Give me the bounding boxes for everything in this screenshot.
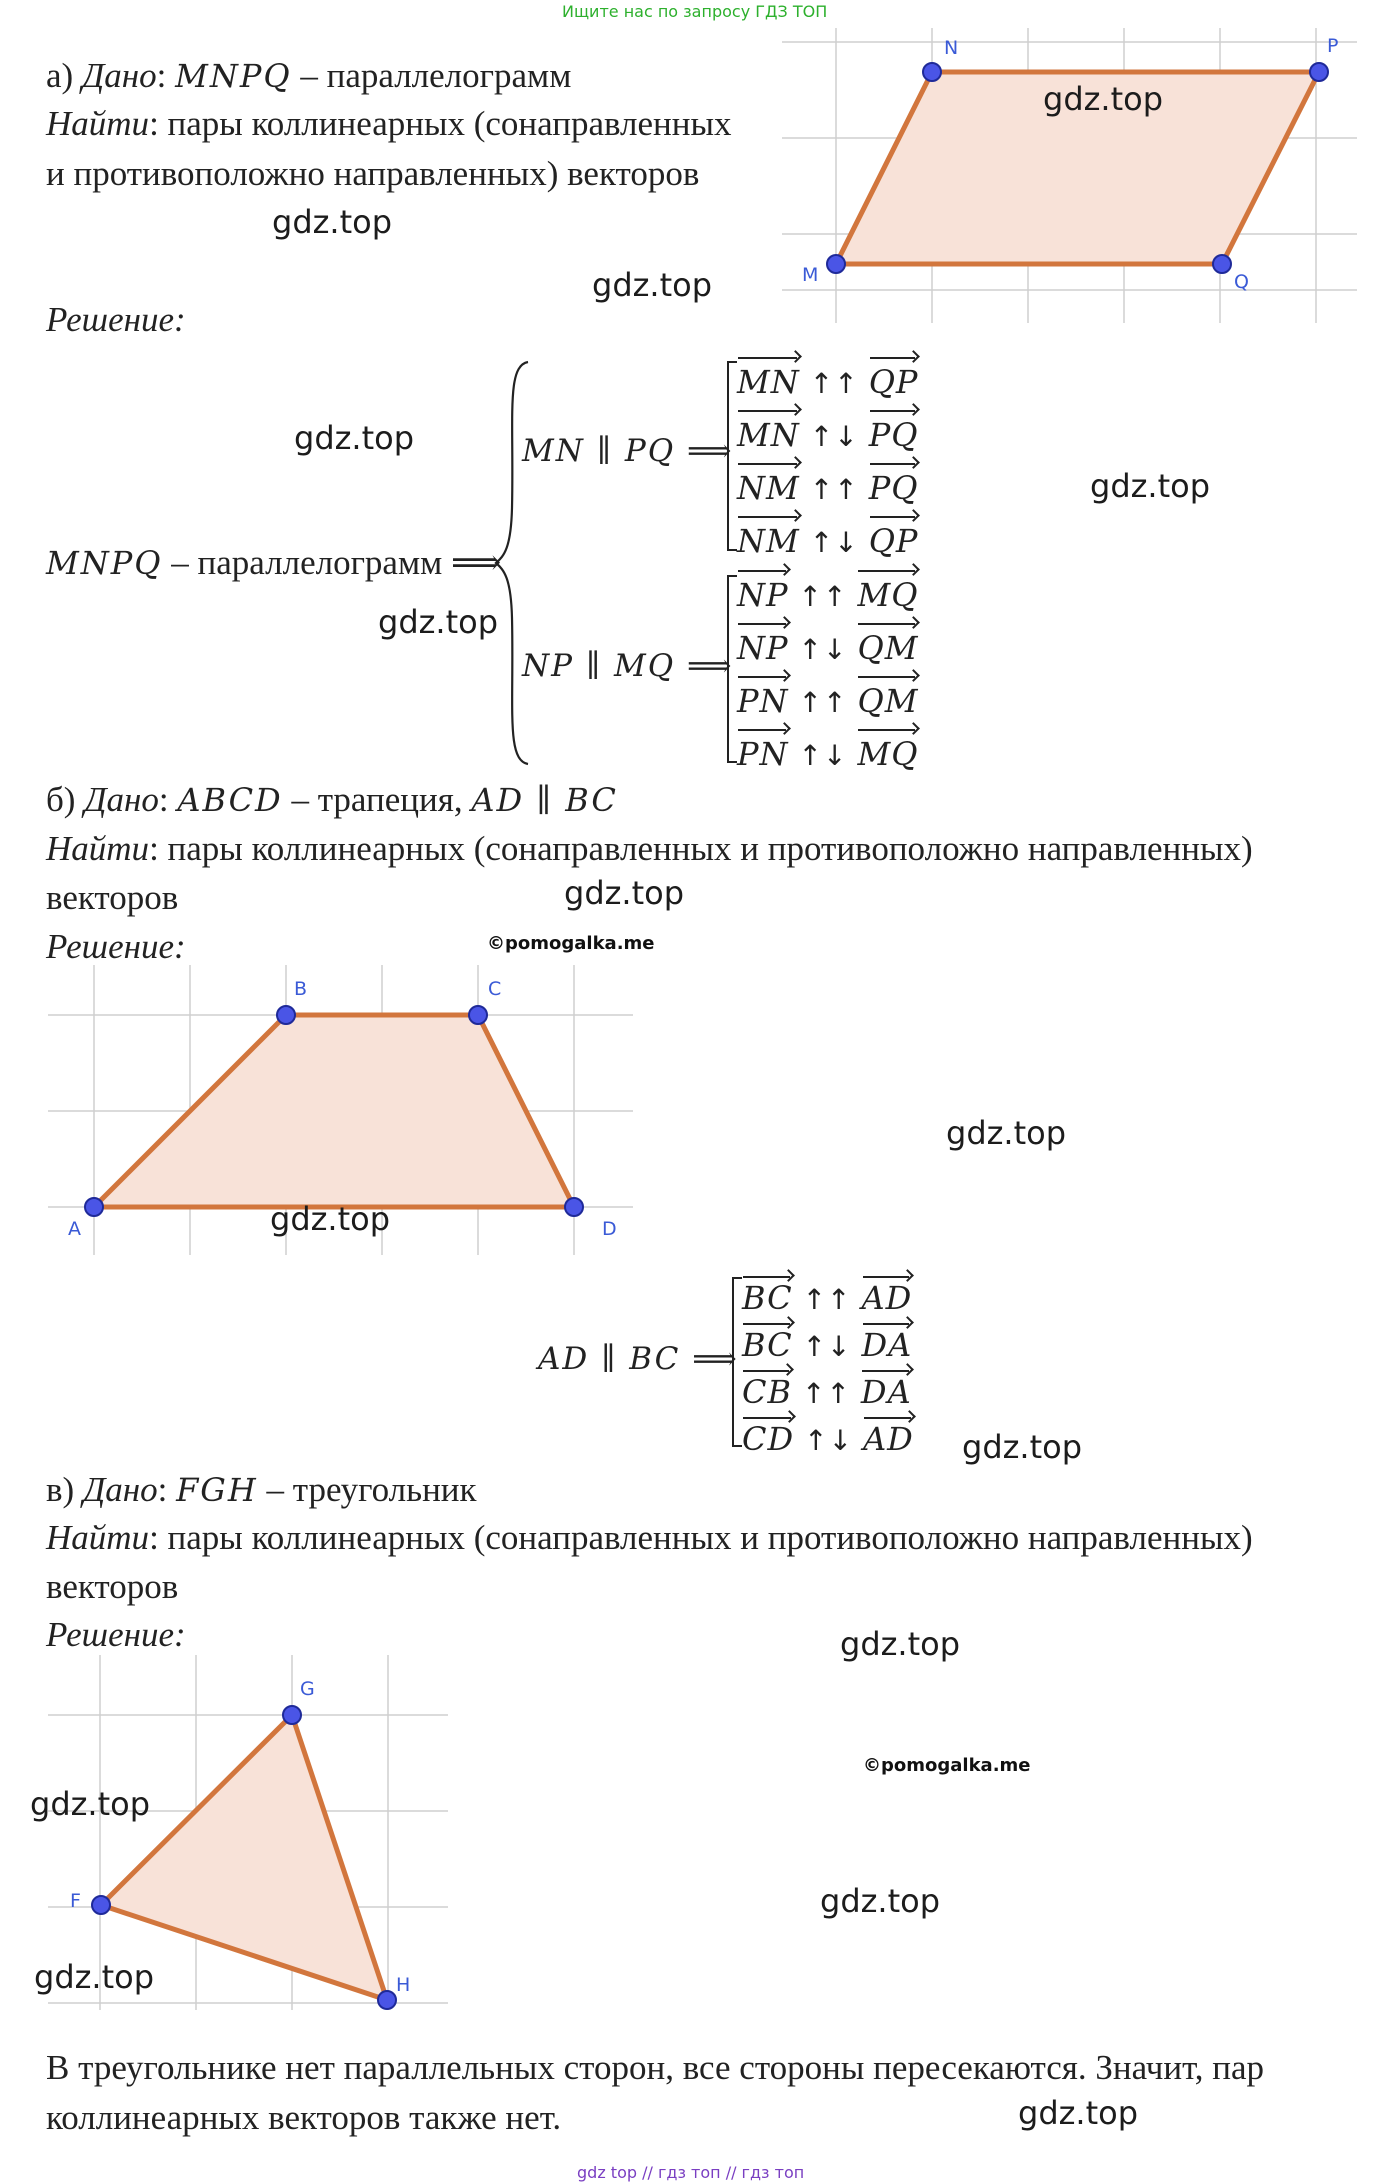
part-c-find-line2: векторов — [46, 1567, 179, 1606]
point-h — [378, 1991, 396, 2009]
point-b — [277, 1006, 295, 1024]
watermark-gdz: gdz.top — [564, 874, 685, 912]
relation-row: MN ↑↓ PQ — [737, 405, 918, 458]
label-b: B — [294, 978, 308, 1000]
label-a: A — [68, 1218, 81, 1240]
footer-links[interactable]: gdz top // гдз топ // гдз топ — [577, 2163, 805, 2182]
cond-mn-pq: MN ∥ PQ ⟹ — [522, 433, 734, 469]
label-f: F — [70, 1890, 81, 1912]
point-d — [565, 1198, 583, 1216]
part-b-given: б) Дано: ABCD – трапеция, AD ∥ BC — [46, 780, 618, 819]
relation-row: NP ↑↓ QM — [737, 618, 918, 671]
part-a-given: а) Дано: MNPQ – параллелограмм — [46, 56, 572, 95]
watermark-gdz: gdz.top — [272, 203, 393, 241]
bracket-2 — [727, 575, 737, 763]
parallelogram-figure — [782, 28, 1357, 323]
part-c-find: Найти: пары коллинеарных (сонаправленных и противоположно направленных) — [46, 1518, 1253, 1557]
watermark-gdz: gdz.top — [34, 1958, 155, 1996]
part-a-solution-label: Решение: — [46, 300, 186, 339]
watermark-gdz: gdz.top — [820, 1882, 941, 1920]
watermark-gdz: gdz.top — [294, 419, 415, 457]
part-a-find-line2: и противоположно направленных) векторов — [46, 154, 700, 193]
watermark-gdz: gdz.top — [30, 1785, 151, 1823]
relation-row: MN ↑↑ QP — [737, 352, 918, 405]
part-c-given: в) Дано: FGH – треугольник — [46, 1470, 477, 1509]
watermark-gdz: gdz.top — [592, 266, 713, 304]
point-g — [283, 1706, 301, 1724]
part-b-find-line2: векторов — [46, 878, 179, 917]
part-a-find: Найти: пары коллинеарных (сонаправленных — [46, 104, 732, 143]
watermark-gdz: gdz.top — [270, 1200, 391, 1238]
watermark-gdz: gdz.top — [962, 1428, 1083, 1466]
watermark-pomogalka: ©pomogalka.me — [863, 1755, 1031, 1776]
relations-group-3 — [742, 1271, 914, 1459]
bracket-1 — [727, 361, 737, 551]
watermark-pomogalka: ©pomogalka.me — [487, 933, 655, 954]
relations-group-2 — [737, 565, 918, 777]
watermark-gdz: gdz.top — [840, 1625, 961, 1663]
label-n: N — [944, 37, 959, 59]
part-b-solution-label: Решение: — [46, 927, 186, 966]
point-n — [923, 63, 941, 81]
part-a-implication: MNPQ – параллелограмм ⟹ — [46, 543, 502, 582]
point-m — [827, 255, 845, 273]
watermark-gdz: gdz.top — [946, 1114, 1067, 1152]
part-c-conclusion-line1: В треугольнике нет параллельных сторон, все стороны пересекаются. Значит, пар — [46, 2048, 1265, 2087]
cond-np-mq: NP ∥ MQ ⟹ — [522, 648, 734, 684]
relation-row: NP ↑↑ MQ — [737, 565, 918, 618]
point-a — [85, 1198, 103, 1216]
watermark-gdz: gdz.top — [1018, 2094, 1139, 2132]
label-d: D — [602, 1218, 617, 1240]
label-m: M — [802, 264, 819, 286]
relation-row: CD ↑↓ AD — [742, 1412, 914, 1459]
relation-row: BC ↑↓ DA — [742, 1318, 914, 1365]
point-p — [1310, 63, 1328, 81]
part-b-find: Найти: пары коллинеарных (сонаправленных и противоположно направленных) — [46, 829, 1253, 868]
big-curly-brace — [492, 358, 532, 768]
part-c-solution-label: Решение: — [46, 1615, 186, 1654]
header-link[interactable]: Ищите нас по запросу ГДЗ ТОП — [562, 2, 828, 21]
relations-group-1 — [737, 352, 918, 564]
part-c-conclusion-line2: коллинеарных векторов также нет. — [46, 2098, 562, 2137]
label-p: P — [1327, 35, 1339, 57]
label-g: G — [300, 1678, 315, 1700]
bracket-3 — [732, 1277, 742, 1447]
point-c — [469, 1006, 487, 1024]
cond-ad-bc: AD ∥ BC ⟹ — [538, 1341, 739, 1377]
point-f — [92, 1896, 110, 1914]
relation-row: BC ↑↑ AD — [742, 1271, 914, 1318]
watermark-gdz: gdz.top — [1043, 80, 1164, 118]
label-h: H — [396, 1974, 411, 1996]
relation-row: PN ↑↓ MQ — [737, 724, 918, 777]
relation-row: PN ↑↑ QM — [737, 671, 918, 724]
watermark-gdz: gdz.top — [1090, 467, 1211, 505]
triangle-figure — [48, 1655, 448, 2010]
label-c: C — [488, 978, 502, 1000]
label-q: Q — [1234, 271, 1249, 293]
relation-row: CB ↑↑ DA — [742, 1365, 914, 1412]
point-q — [1213, 255, 1231, 273]
relation-row: NM ↑↑ PQ — [737, 458, 918, 511]
watermark-gdz: gdz.top — [378, 603, 499, 641]
relation-row: NM ↑↓ QP — [737, 511, 918, 564]
